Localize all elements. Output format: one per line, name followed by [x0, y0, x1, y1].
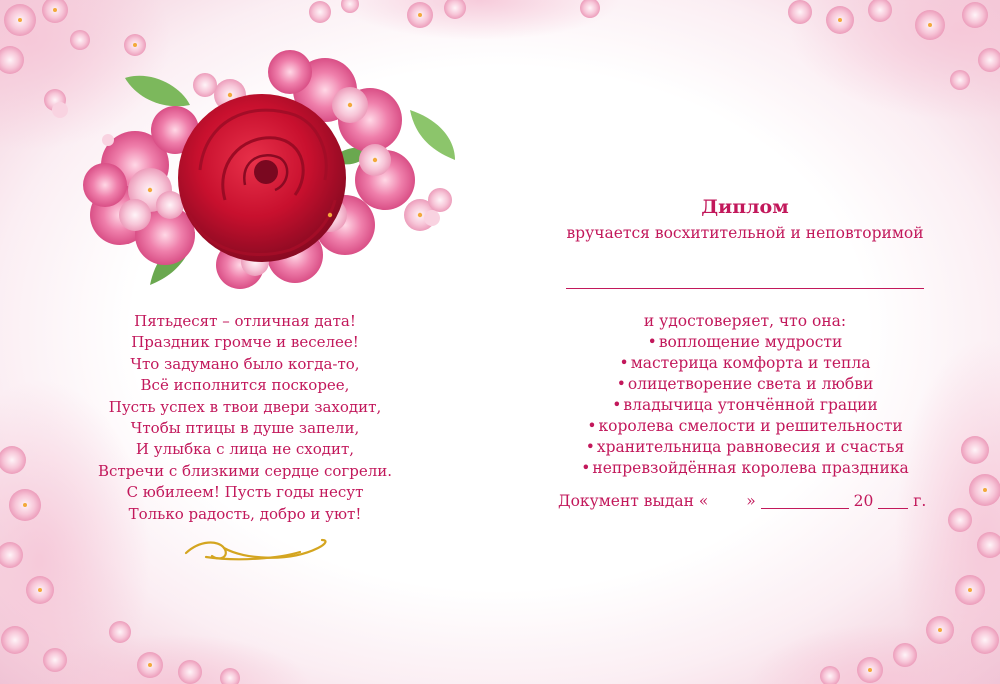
month-blank-line	[761, 493, 849, 509]
issued-year-suffix: г.	[913, 492, 927, 510]
poem-line: И улыбка с лица не сходит,	[135, 440, 355, 459]
issued-close-quote: »	[746, 492, 756, 510]
poem	[80, 311, 410, 525]
issued-label: Документ выдан «	[558, 492, 709, 510]
poem-line: Пятьдесят – отличная дата!	[134, 312, 356, 330]
quality-item	[540, 458, 950, 479]
diploma-intro: и удостоверяет, что она:	[643, 312, 847, 330]
quality-text: олицетворение света и любви	[627, 375, 874, 393]
year-blank-line	[878, 493, 908, 509]
quality-text: владычица утончённой грации	[623, 396, 878, 414]
poem-line: Встречи с близкими сердце согрели.	[97, 461, 393, 480]
quality-text: мастерица комфорта и тепла	[630, 354, 871, 372]
bullet-icon: •	[647, 333, 657, 351]
bullet-icon: •	[616, 375, 626, 393]
quality-text: непревзойдённая королева праздника	[592, 459, 909, 477]
diploma-subtitle: вручается восхитительной и неповторимой	[566, 224, 924, 242]
diploma-title: Диплом	[701, 196, 789, 218]
bullet-icon: •	[619, 354, 629, 372]
poem-line: Чтобы птицы в душе запели,	[130, 419, 360, 438]
poem-line: Всё исполнится поскорее,	[140, 376, 350, 395]
diploma-block	[540, 194, 950, 479]
quality-item	[540, 437, 950, 458]
poem-line: Пусть успех в твои двери заходит,	[108, 397, 382, 416]
quality-text: королева смелости и решительности	[598, 417, 903, 435]
quality-text: хранительница равновесия и счастья	[596, 438, 905, 456]
poem-line: Что задумано было когда-то,	[130, 354, 360, 373]
bullet-icon: •	[585, 438, 595, 456]
issued-century: 20	[853, 492, 874, 510]
quality-text: воплощение мудрости	[658, 333, 843, 351]
poem-line: Только радость, добро и уют!	[128, 504, 362, 523]
quality-item	[540, 332, 950, 353]
quality-item	[540, 353, 950, 374]
quality-item	[540, 395, 950, 416]
recipient-name-line	[566, 288, 924, 289]
bullet-icon: •	[612, 396, 622, 414]
bullet-icon: •	[581, 459, 591, 477]
poem-line: С юбилеем! Пусть годы несут	[126, 483, 364, 502]
quality-item	[540, 374, 950, 395]
bullet-icon: •	[587, 417, 597, 435]
issued-date-line	[558, 490, 926, 512]
qualities-list	[540, 332, 950, 479]
gold-flourish	[186, 540, 325, 559]
poem-line: Праздник громче и веселее!	[131, 333, 359, 352]
quality-item	[540, 416, 950, 437]
